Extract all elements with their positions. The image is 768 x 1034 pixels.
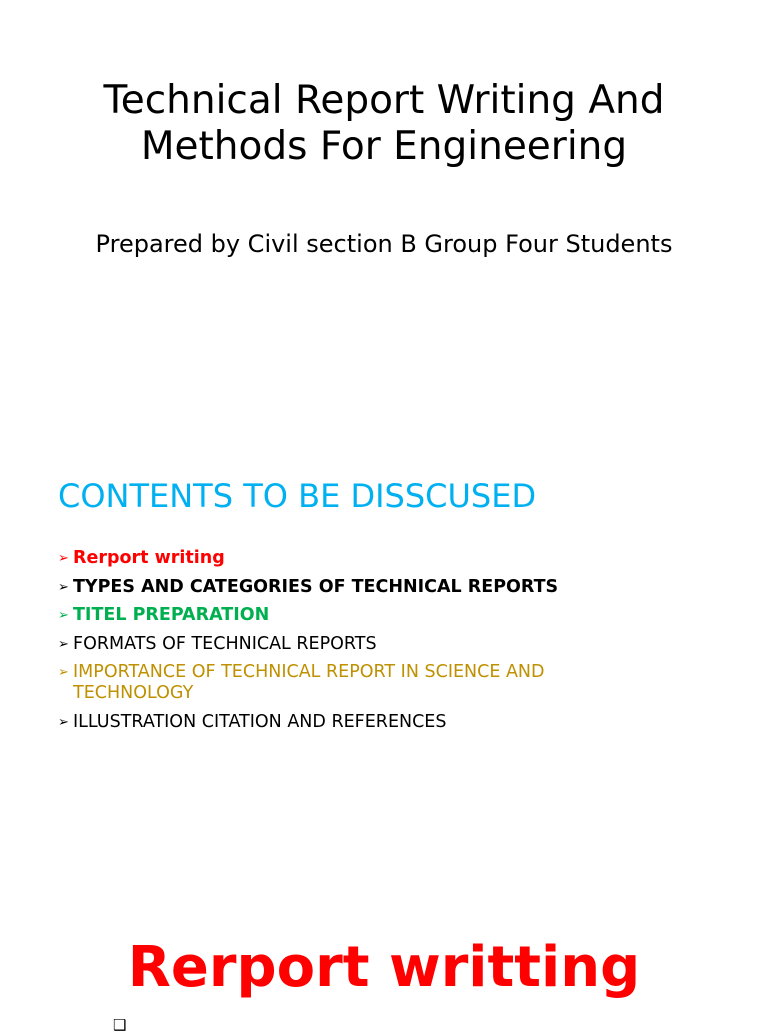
contents-item-text: TITEL PREPARATION	[73, 605, 270, 625]
contents-item-text: FORMATS OF TECHNICAL REPORTS	[73, 633, 377, 654]
contents-item-text: IMPORTANCE OF TECHNICAL REPORT IN SCIENCE AND TECHNOLOGY	[73, 662, 545, 703]
contents-list-item	[58, 662, 618, 704]
contents-slide	[0, 452, 768, 892]
slide-subtitle: Prepared by Civil section B Group Four Students	[95, 230, 673, 258]
contents-list-item	[58, 548, 618, 569]
contents-list	[58, 548, 618, 740]
contents-heading: CONTENTS TO BE DISSCUSED	[58, 477, 537, 515]
arrow-bullet-icon: ➢	[58, 636, 69, 652]
slide-title: Technical Report Writing And Methods For Engineering	[103, 78, 665, 169]
arrow-bullet-icon: ➢	[58, 665, 69, 680]
report-writing-slide	[0, 904, 768, 1034]
title-slide	[0, 0, 768, 440]
arrow-bullet-icon: ➢	[58, 551, 69, 566]
contents-list-item	[58, 577, 618, 598]
arrow-bullet-icon: ➢	[58, 714, 69, 730]
square-bullet-icon: ❑	[113, 1016, 127, 1034]
contents-item-text: ILLUSTRATION CITATION AND REFERENCES	[73, 711, 447, 732]
contents-item-text: Rerport writing	[73, 548, 225, 568]
arrow-bullet-icon: ➢	[58, 608, 69, 623]
contents-list-item	[58, 634, 618, 655]
report-writing-heading: Rerport writting	[127, 935, 641, 1000]
contents-item-text: TYPES AND CATEGORIES OF TECHNICAL REPORTS	[73, 576, 559, 597]
arrow-bullet-icon: ➢	[58, 579, 69, 595]
contents-list-item	[58, 605, 618, 626]
contents-list-item	[58, 712, 618, 733]
